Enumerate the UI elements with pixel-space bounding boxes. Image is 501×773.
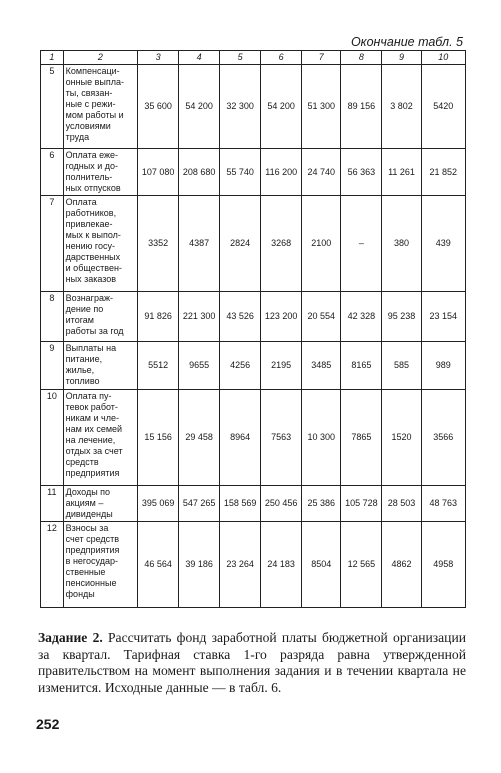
row-description: Оплата еже- годных и до- полнитель- ных отпусков [63, 149, 137, 196]
table-row [41, 522, 466, 608]
value-cell: 158 569 [220, 486, 261, 522]
value-cell: 221 300 [179, 292, 220, 342]
value-cell: 8964 [220, 390, 261, 486]
header-cell: 2 [63, 51, 137, 65]
value-cell: 48 763 [421, 486, 465, 522]
header-cell: 10 [421, 51, 465, 65]
row-description: Оплата пу- тевок работ- никам и чле- нам их семей на лечение, отдых за счет средств предприятия [63, 390, 137, 486]
value-cell: 2100 [302, 196, 341, 292]
header-cell: 4 [179, 51, 220, 65]
value-cell: 8504 [302, 522, 341, 608]
value-cell: 39 186 [179, 522, 220, 608]
header-cell: 5 [220, 51, 261, 65]
value-cell: 54 200 [179, 65, 220, 149]
row-description: Вознаграж- дение по итогам работы за год [63, 292, 137, 342]
value-cell: 24 740 [302, 149, 341, 196]
row-description: Оплата работников, привлекае- мых к выпол- нению госу- дарственных и обществен- ных заказов [63, 196, 137, 292]
value-cell: 3566 [421, 390, 465, 486]
value-cell: 3352 [138, 196, 179, 292]
header-cell: 9 [382, 51, 421, 65]
value-cell: 24 183 [261, 522, 302, 608]
row-description: Взносы за счет средств предприятия в негосудар- ственные пенсионные фонды [63, 522, 137, 608]
value-cell: 7563 [261, 390, 302, 486]
value-cell: 380 [382, 196, 421, 292]
value-cell: 8165 [341, 342, 382, 390]
table-header-row [41, 51, 466, 65]
value-cell: 547 265 [179, 486, 220, 522]
value-cell: 989 [421, 342, 465, 390]
value-cell: 585 [382, 342, 421, 390]
value-cell: 5420 [421, 65, 465, 149]
value-cell: 12 565 [341, 522, 382, 608]
header-cell: 7 [302, 51, 341, 65]
value-cell: 4256 [220, 342, 261, 390]
header-cell: 3 [138, 51, 179, 65]
value-cell: 95 238 [382, 292, 421, 342]
value-cell: 208 680 [179, 149, 220, 196]
value-cell: 123 200 [261, 292, 302, 342]
table-row [41, 65, 466, 149]
data-table [40, 50, 466, 608]
value-cell: 3 802 [382, 65, 421, 149]
value-cell: 105 728 [341, 486, 382, 522]
header-cell: 8 [341, 51, 382, 65]
row-number: 6 [41, 149, 64, 196]
task-text: Рассчитать фонд заработной платы бюджетной организации за квартал. Тарифная ставка 1-го разряда равна утвержденной правительством на момент выполнения задания и в течении квартала не изменится. Исходные данные — в табл. 6. [38, 630, 467, 695]
value-cell: 3268 [261, 196, 302, 292]
table-row [41, 292, 466, 342]
row-number: 12 [41, 522, 64, 608]
value-cell: 28 503 [382, 486, 421, 522]
value-cell: 4862 [382, 522, 421, 608]
row-description: Доходы по акциям – дивиденды [63, 486, 137, 522]
value-cell: 89 156 [341, 65, 382, 149]
header-cell: 6 [261, 51, 302, 65]
value-cell: 439 [421, 196, 465, 292]
task-paragraph [38, 630, 466, 696]
table-row [41, 196, 466, 292]
value-cell: 3485 [302, 342, 341, 390]
value-cell: 56 363 [341, 149, 382, 196]
value-cell: 43 526 [220, 292, 261, 342]
value-cell: 107 080 [138, 149, 179, 196]
table-caption: Окончание табл. 5 [350, 35, 463, 49]
value-cell: 2824 [220, 196, 261, 292]
row-description: Выплаты на питание, жилье, топливо [63, 342, 137, 390]
value-cell: 23 154 [421, 292, 465, 342]
value-cell: 20 554 [302, 292, 341, 342]
value-cell: 15 156 [138, 390, 179, 486]
value-cell: 91 826 [138, 292, 179, 342]
value-cell: 54 200 [261, 65, 302, 149]
value-cell: 4387 [179, 196, 220, 292]
value-cell: 250 456 [261, 486, 302, 522]
row-description: Компенсаци- онные выпла- ты, связан- ные с режи- мом работы и условиями труда [63, 65, 137, 149]
value-cell: 7865 [341, 390, 382, 486]
value-cell: 395 069 [138, 486, 179, 522]
value-cell: 21 852 [421, 149, 465, 196]
row-number: 11 [41, 486, 64, 522]
row-number: 7 [41, 196, 64, 292]
value-cell: 29 458 [179, 390, 220, 486]
value-cell: 1520 [382, 390, 421, 486]
value-cell: 35 600 [138, 65, 179, 149]
row-number: 5 [41, 65, 64, 149]
value-cell: 5512 [138, 342, 179, 390]
value-cell: 23 264 [220, 522, 261, 608]
row-number: 8 [41, 292, 64, 342]
value-cell: 11 261 [382, 149, 421, 196]
value-cell: 25 386 [302, 486, 341, 522]
header-cell: 1 [41, 51, 64, 65]
table-row [41, 390, 466, 486]
value-cell: 9655 [179, 342, 220, 390]
table-row [41, 342, 466, 390]
value-cell: 51 300 [302, 65, 341, 149]
value-cell: 46 564 [138, 522, 179, 608]
task-label: Задание 2. [38, 630, 103, 645]
table-row [41, 486, 466, 522]
table-row [41, 149, 466, 196]
value-cell: 10 300 [302, 390, 341, 486]
value-cell: 4958 [421, 522, 465, 608]
row-number: 9 [41, 342, 64, 390]
value-cell: 42 328 [341, 292, 382, 342]
value-cell: 32 300 [220, 65, 261, 149]
value-cell: 55 740 [220, 149, 261, 196]
page-number: 252 [36, 716, 60, 732]
value-cell: 2195 [261, 342, 302, 390]
value-cell: – [341, 196, 382, 292]
value-cell: 116 200 [261, 149, 302, 196]
row-number: 10 [41, 390, 64, 486]
